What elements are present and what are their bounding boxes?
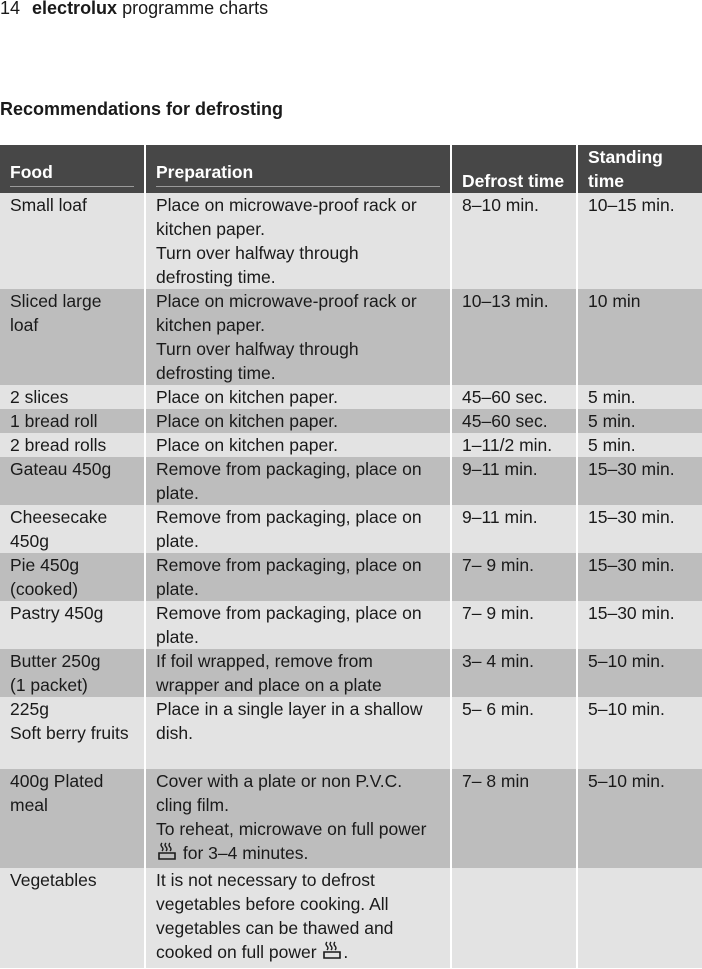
header-preparation-label: Preparation xyxy=(156,160,440,187)
food-cell: Cheesecake 450g xyxy=(0,505,145,553)
table-row xyxy=(0,649,702,697)
section-title: Recommendations for defrosting xyxy=(0,99,284,119)
defrost-time-cell xyxy=(451,868,577,968)
preparation-cell: Place on microwave-proof rack or kitchen paper. Turn over halfway through defrosting time. xyxy=(145,193,451,289)
standing-time-cell: 5–10 min. xyxy=(577,649,702,697)
defrost-time-cell: 9–11 min. xyxy=(451,457,577,505)
food-cell: 1 bread roll xyxy=(0,409,145,433)
header-food xyxy=(0,145,145,193)
preparation-cell: Place on microwave-proof rack or kitchen paper. Turn over halfway through defrosting time. xyxy=(145,289,451,385)
preparation-cell: Place on kitchen paper. xyxy=(145,385,451,409)
table-row xyxy=(0,697,702,769)
table-row xyxy=(0,868,702,968)
preparation-cell: Place on kitchen paper. xyxy=(145,433,451,457)
preparation-cell: Remove from packaging, place on plate. xyxy=(145,457,451,505)
defrost-table xyxy=(0,145,702,968)
food-cell: Sliced large loaf xyxy=(0,289,145,385)
defrost-time-cell: 1–11/2 min. xyxy=(451,433,577,457)
standing-time-cell: 10 min xyxy=(577,289,702,385)
full-power-icon xyxy=(157,841,177,861)
table-row xyxy=(0,457,702,505)
food-cell: Gateau 450g xyxy=(0,457,145,505)
standing-time-cell: 5 min. xyxy=(577,409,702,433)
table-row xyxy=(0,409,702,433)
standing-time-cell: 15–30 min. xyxy=(577,457,702,505)
defrost-time-cell: 10–13 min. xyxy=(451,289,577,385)
defrost-time-cell: 3– 4 min. xyxy=(451,649,577,697)
defrost-time-cell: 7– 9 min. xyxy=(451,553,577,601)
defrost-time-cell: 5– 6 min. xyxy=(451,697,577,769)
preparation-text: Cover with a plate or non P.V.C. cling film. To reheat, microwave on full power xyxy=(156,771,427,839)
food-cell: Butter 250g (1 packet) xyxy=(0,649,145,697)
food-cell: Pastry 450g xyxy=(0,601,145,649)
defrost-time-cell: 7– 9 min. xyxy=(451,601,577,649)
preparation-cell: Remove from packaging, place on plate. xyxy=(145,505,451,553)
table-row xyxy=(0,433,702,457)
standing-time-cell: 5–10 min. xyxy=(577,697,702,769)
header-standing-time: Standing time xyxy=(577,145,702,193)
preparation-cell: Place in a single layer in a shallow dish. xyxy=(145,697,451,769)
table-row xyxy=(0,385,702,409)
preparation-cell: Remove from packaging, place on plate. xyxy=(145,553,451,601)
standing-time-cell: 15–30 min. xyxy=(577,601,702,649)
food-cell: 225g Soft berry fruits xyxy=(0,697,145,769)
preparation-text-end: . xyxy=(343,942,349,962)
table-row xyxy=(0,289,702,385)
preparation-cell: Place on kitchen paper. xyxy=(145,409,451,433)
standing-time-cell: 5 min. xyxy=(577,433,702,457)
standing-time-cell: 5 min. xyxy=(577,385,702,409)
preparation-text: It is not necessary to defrost vegetables before cooking. All vegetables can be thawed and cooked on full power xyxy=(156,870,394,962)
table-row xyxy=(0,601,702,649)
header-preparation xyxy=(145,145,451,193)
table-header-row xyxy=(0,145,702,193)
standing-time-cell: 15–30 min. xyxy=(577,505,702,553)
defrost-time-cell: 9–11 min. xyxy=(451,505,577,553)
table-row xyxy=(0,769,702,868)
food-cell: Pie 450g (cooked) xyxy=(0,553,145,601)
defrost-time-cell: 45–60 sec. xyxy=(451,409,577,433)
header-food-label: Food xyxy=(10,160,134,187)
standing-time-cell: 10–15 min. xyxy=(577,193,702,289)
page-header xyxy=(0,0,268,20)
defrost-time-cell: 45–60 sec. xyxy=(451,385,577,409)
preparation-cell xyxy=(145,868,451,968)
header-section: programme charts xyxy=(122,0,269,18)
food-cell: 400g Plated meal xyxy=(0,769,145,868)
standing-time-cell xyxy=(577,868,702,968)
food-cell: Vegetables xyxy=(0,868,145,968)
food-cell: Small loaf xyxy=(0,193,145,289)
preparation-cell xyxy=(145,769,451,868)
food-cell: 2 bread rolls xyxy=(0,433,145,457)
brand-name: electrolux xyxy=(32,0,118,18)
defrost-time-cell: 8–10 min. xyxy=(451,193,577,289)
table-row xyxy=(0,505,702,553)
defrost-time-cell: 7– 8 min xyxy=(451,769,577,868)
preparation-text-end: for 3–4 minutes. xyxy=(178,843,309,863)
standing-time-cell: 15–30 min. xyxy=(577,553,702,601)
standing-time-cell: 5–10 min. xyxy=(577,769,702,868)
food-cell: 2 slices xyxy=(0,385,145,409)
table-row xyxy=(0,193,702,289)
header-defrost-time: Defrost time xyxy=(451,145,577,193)
preparation-cell: If foil wrapped, remove from wrapper and place on a plate xyxy=(145,649,451,697)
preparation-cell: Remove from packaging, place on plate. xyxy=(145,601,451,649)
full-power-icon xyxy=(322,940,342,960)
page-number: 14 xyxy=(0,0,21,18)
table-row xyxy=(0,553,702,601)
